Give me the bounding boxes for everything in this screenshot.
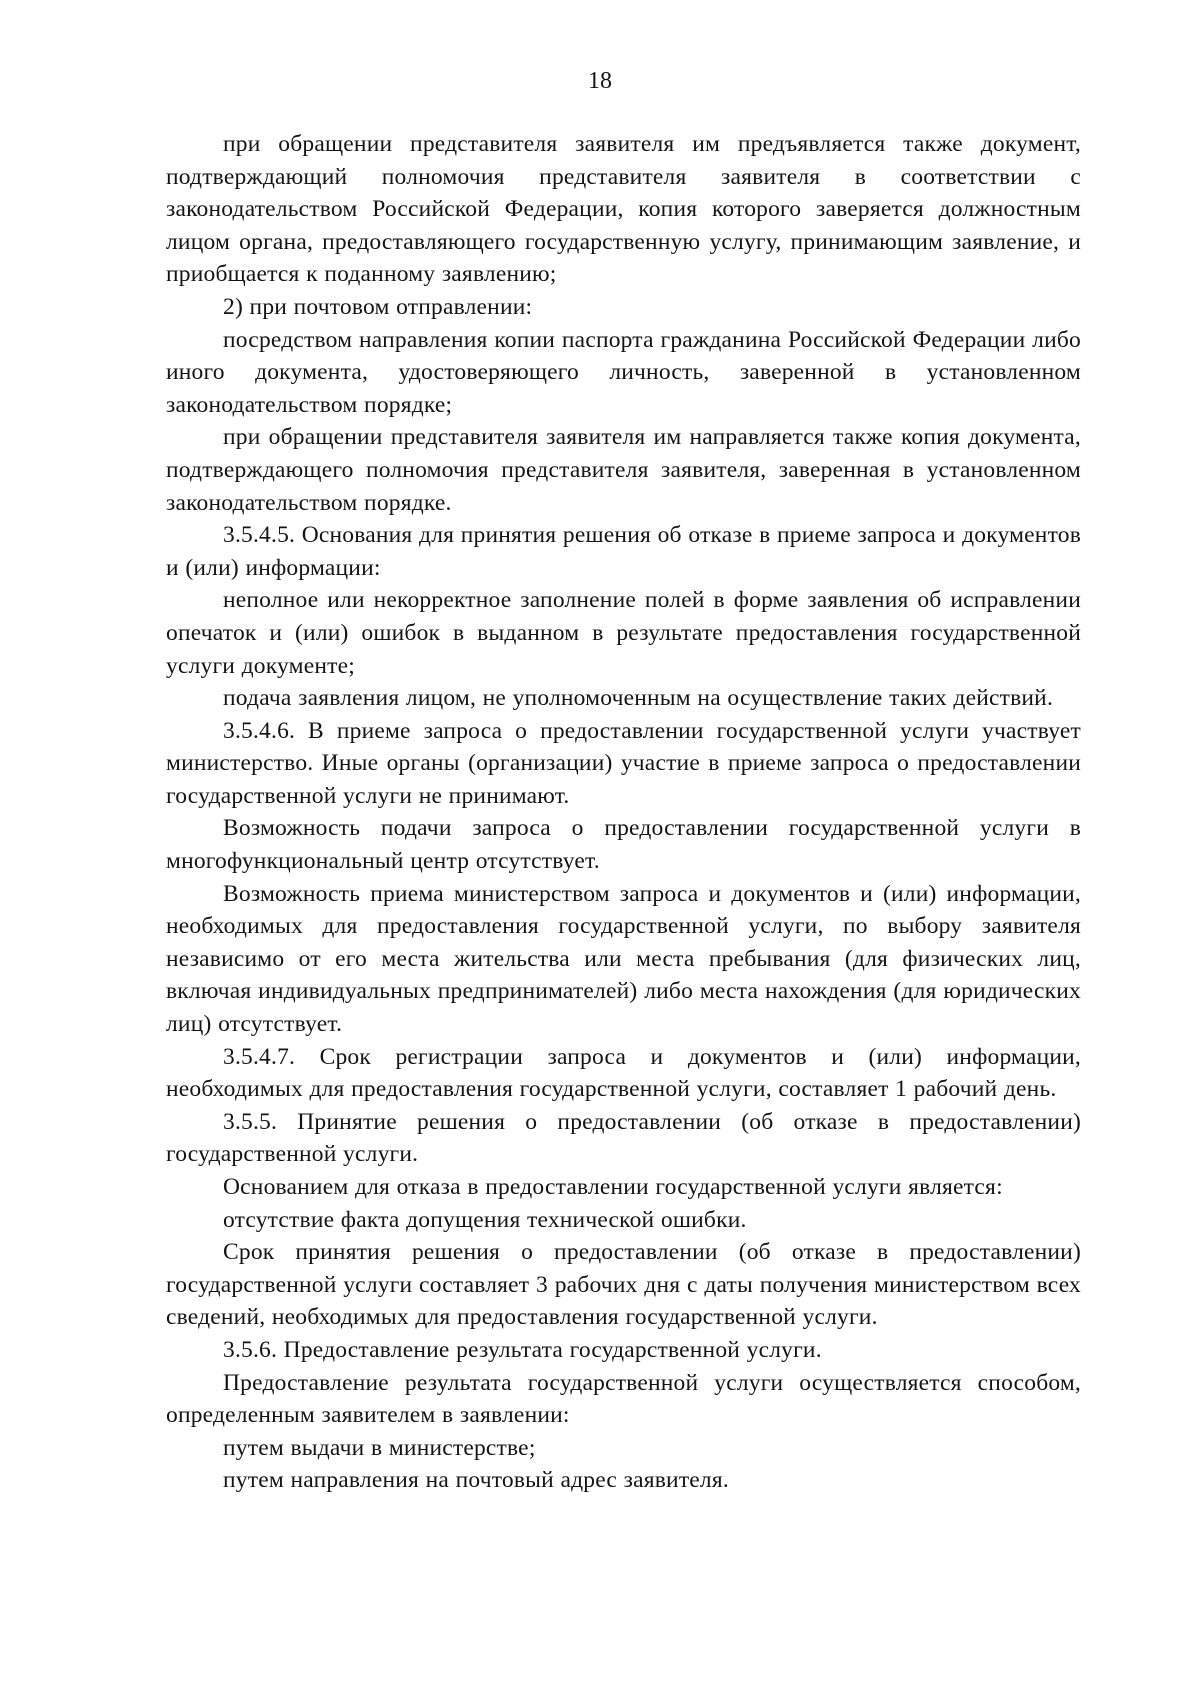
paragraph: посредством направления копии паспорта гражданина Российской Федерации либо иного документа, удостоверяющего личность, заверенной в установленном законодательством порядке; (166, 326, 1081, 418)
paragraph: Возможность приема министерством запроса и документов и (или) информации, необходимых для предоставления государственной услуги, по выбору заявителя независимо от его места жительства или места пребывания (для физических лиц, включая индивидуальных предпринимателей) либо места нахождения (для юридических лиц) отсутствует. (166, 880, 1081, 1038)
paragraph: 3.5.6. Предоставление результата государственной услуги. (223, 1336, 822, 1363)
paragraph: Срок принятия решения о предоставлении (об отказе в предоставлении) государственной услуги составляет 3 рабочих дня с даты получения министерством всех сведений, необходимых для предоставления государственной услуги. (166, 1239, 1081, 1331)
paragraph: путем выдачи в министерстве; (223, 1434, 536, 1461)
page-number: 18 (588, 68, 612, 94)
paragraph: путем направления на почтовый адрес заявителя. (223, 1467, 729, 1494)
paragraph: при обращении представителя заявителя им направляется также копия документа, подтверждающего полномочия представителя заявителя, заверенная в установленном законодательством порядке. (166, 424, 1081, 516)
paragraph: 3.5.5. Принятие решения о предоставлении (об отказе в предоставлении) государственной услуги. (166, 1108, 1081, 1168)
paragraph: Возможность подачи запроса о предоставлении государственной услуги в многофункциональный центр отсутствует. (166, 815, 1081, 875)
paragraph: 3.5.4.5. Основания для принятия решения об отказе в приеме запроса и документов и (или) информации: (166, 522, 1081, 581)
paragraph: Предоставление результата государственной услуги осуществляется способом, определенным заявителем в заявлении: (166, 1369, 1081, 1429)
paragraph: неполное или некорректное заполнение полей в форме заявления об исправлении опечаток и (или) ошибок в выданном в результате предоставления государственной услуги документе; (166, 587, 1081, 679)
paragraph: при обращении представителя заявителя им предъявляется также документ, подтверждающий полномочия представителя заявителя в соответствии с законодательством Российской Федерации, копия которого заверяется должностным лицом органа, предоставляющего государственную услугу, принимающим заявление, и приобщается к поданному заявлению; (166, 131, 1081, 288)
paragraph: 3.5.4.6. В приеме запроса о предоставлении государственной услуги участвует министерство. Иные органы (организации) участие в приеме запроса о предоставлении государственной услуги не принимают. (166, 717, 1081, 809)
paragraph: 3.5.4.7. Срок регистрации запроса и документов и (или) информации, необходимых для предоставления государственной услуги, составляет 1 рабочий день. (166, 1043, 1081, 1103)
paragraph: Основанием для отказа в предоставлении государственной услуги является: (223, 1174, 1003, 1200)
paragraph: отсутствие факта допущения технической ошибки. (223, 1206, 747, 1233)
document-body (166, 128, 1081, 1497)
paragraph: 2) при почтовом отправлении: (223, 293, 533, 320)
paragraph: подача заявления лицом, не уполномоченным на осуществление таких действий. (223, 685, 1054, 712)
